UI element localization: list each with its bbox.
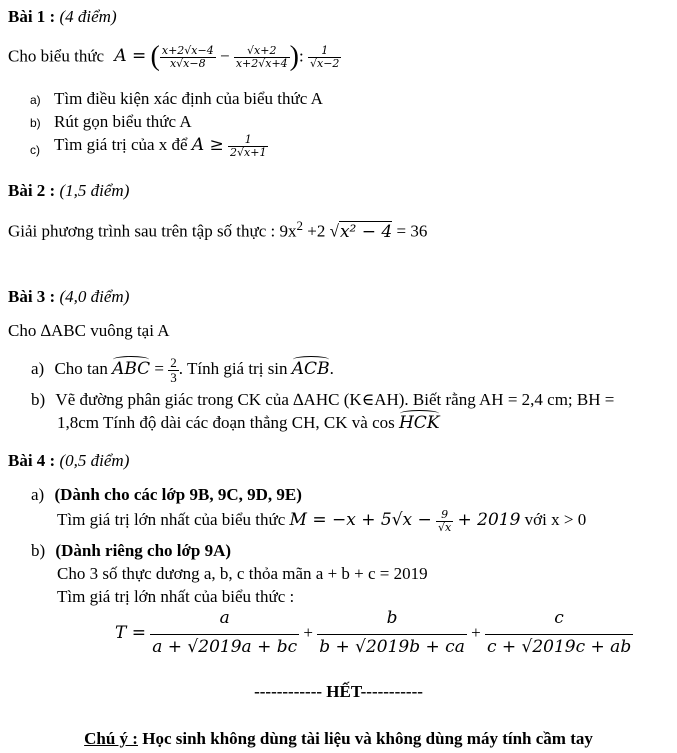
bai3-item-a-num: 2: [170, 355, 177, 370]
bai1-frac2-num: √x+2: [234, 45, 290, 58]
bai4-item-b-line1: Cho 3 số thực dương a, b, c thỏa mãn a + b + c = 2019: [57, 564, 428, 583]
end-marker: ------------ HẾT-----------: [254, 682, 423, 701]
bai3-item-a-dot: .: [329, 359, 334, 379]
bai4-item-a-expr: [57, 509, 586, 533]
bai4-t-n3: c: [485, 610, 633, 635]
bai1-intro: Cho biểu thức: [8, 46, 105, 66]
bai4-heading: [8, 452, 129, 471]
bai2-title: Bài 2 :: [8, 181, 56, 200]
bai3-item-a-label: a): [31, 359, 45, 379]
bai1-expr-a: A =: [114, 46, 147, 67]
bai1-item-b-text: Rút gọn biểu thức A: [54, 112, 192, 131]
bai3-item-b-cont: [57, 414, 440, 433]
bai4-t-expression: [115, 610, 633, 657]
bai1-divisor: [308, 45, 341, 69]
bai1-item-a-text: Tìm điều kiện xác định của biểu thức A: [54, 89, 323, 108]
bai3-angle-hck: HCK: [398, 413, 440, 433]
bai4-item-b-label: b): [31, 541, 46, 560]
bai4-t-d2: b + √2019b + ca: [319, 636, 465, 657]
bai1-item-a-label: a): [30, 93, 41, 107]
bai3-heading: [8, 288, 129, 307]
bai1-divisor-num: 1: [308, 45, 341, 58]
bai4-item-a-num: 9: [436, 509, 453, 522]
bai4-t-frac1: [150, 610, 299, 657]
bai4-t-d1: a + √2019a + bc: [152, 636, 298, 657]
bai4-item-a-text: Tìm giá trị lớn nhất của biểu thức: [57, 509, 286, 529]
note-text: Học sinh không dùng tài liệu và không dùng máy tính cầm tay: [137, 729, 593, 748]
bai1-item-b-label: b): [30, 116, 41, 130]
bai3-item-a-eq: =: [150, 359, 169, 379]
bai4-title: Bài 4 :: [8, 451, 56, 470]
bai3-angle-acb: ACB: [291, 359, 330, 380]
bai3-score: (4,0 điểm): [59, 287, 130, 306]
bai3-item-b-line1: Vẽ đường phân giác trong CK của ∆AHC (K∈AH). Biết rằng AH = 2,4 cm; BH =: [55, 390, 615, 409]
bai2-rest1: +2: [303, 221, 330, 241]
bai1-item-c-den: 2√x+1: [230, 145, 267, 159]
note-label: Chú ý :: [84, 729, 138, 748]
bai2-text: Giải phương trình sau trên tập số thực : 9x: [8, 221, 297, 241]
bai3-angle-abc: ABC: [112, 359, 151, 380]
bai4-t-frac2: [317, 610, 467, 657]
bai1-score: (4 điểm): [59, 7, 117, 26]
bai4-item-a-label: a): [31, 485, 45, 504]
bai4-t-frac3: [485, 610, 633, 657]
bai1-frac1-den: x√x−8: [169, 56, 206, 70]
bai4-t-n1: a: [150, 610, 299, 635]
bai3-item-b: [31, 391, 614, 410]
bai4-t-n2: b: [317, 610, 467, 635]
bai3-intro: Cho ∆ABC vuông tại A: [8, 321, 170, 340]
bai4-item-b: [31, 542, 231, 561]
bai1-item-c-label: c): [30, 143, 40, 157]
bai4-item-a-tail: với x > 0: [520, 509, 587, 529]
bai2-rest2: = 36: [392, 221, 428, 241]
bai4-t-plus2: +: [471, 623, 481, 642]
bai1-item-c-frac: [228, 134, 268, 158]
bai3-item-a-den: 3: [170, 369, 177, 385]
bai4-item-a-frac: [436, 509, 453, 533]
bai1-item-c-expr: A ≥: [191, 134, 224, 155]
bai3-item-a: [31, 356, 334, 384]
bai4-item-a: [31, 486, 302, 505]
bai1-title: Bài 1 :: [8, 7, 56, 26]
bai1-item-c: [30, 134, 268, 158]
bai1-frac2-den: x+2√x+4: [235, 56, 288, 70]
bai4-item-b-line2: Tìm giá trị lớn nhất của biểu thức :: [57, 587, 295, 606]
bai4-item-a-head: (Dành cho các lớp 9B, 9C, 9D, 9E): [54, 485, 302, 504]
bai1-item-a: [30, 90, 323, 109]
bai4-t-d3: c + √2019c + ab: [486, 636, 632, 657]
bai2-equation: Giải phương trình sau trên tập số thực : $9x^2 +2$ √x² − 4 = 36: [8, 218, 428, 242]
bai1-expression: Cho biểu thức A = ( $\frac{x+2√x-4}{x√x-8}$ − $\frac{√x+2}{x+2√x+4}$ ): $\frac{1}{√x-2}$: [8, 41, 340, 72]
bai3-title: Bài 3 :: [8, 287, 56, 306]
bai4-item-a-expr2: + 2019: [457, 509, 521, 530]
bai1-item-c-text: Tìm giá trị của x để: [54, 134, 188, 154]
bai1-item-b: [30, 113, 192, 132]
bai3-item-b-line2: 1,8cm Tính độ dài các đoạn thẳng CH, CK và cos: [57, 413, 395, 432]
bai2-sup: 2: [296, 218, 304, 233]
bai4-score: (0,5 điểm): [59, 451, 130, 470]
bai1-item-c-num: 1: [228, 134, 268, 147]
bai1-frac2: [234, 45, 290, 69]
bai4-item-b-head: (Dành riêng cho lớp 9A): [55, 541, 232, 560]
bai1-frac1: [160, 45, 216, 69]
bai1-frac1-num: x+2√x−4: [161, 44, 214, 58]
note: [0, 730, 677, 749]
bai2-heading: [8, 182, 129, 201]
bai4-t-lhs: T =: [115, 623, 146, 643]
bai4-item-a-den: √x: [438, 520, 452, 534]
bai3-item-a-frac: [168, 356, 179, 384]
bai3-item-a-text1: Cho tan: [54, 359, 108, 379]
bai3-item-b-label: b): [31, 390, 46, 409]
bai4-item-a-expr1: M = −x + 5√x −: [289, 509, 432, 530]
bai4-t-plus1: +: [303, 623, 313, 642]
bai1-heading: [8, 8, 117, 27]
bai2-score: (1,5 điểm): [59, 181, 130, 200]
bai1-divisor-den: √x−2: [309, 56, 340, 70]
bai2-sqrt: x² − 4: [339, 221, 393, 242]
bai3-item-a-text2: . Tính giá trị sin: [178, 359, 288, 379]
